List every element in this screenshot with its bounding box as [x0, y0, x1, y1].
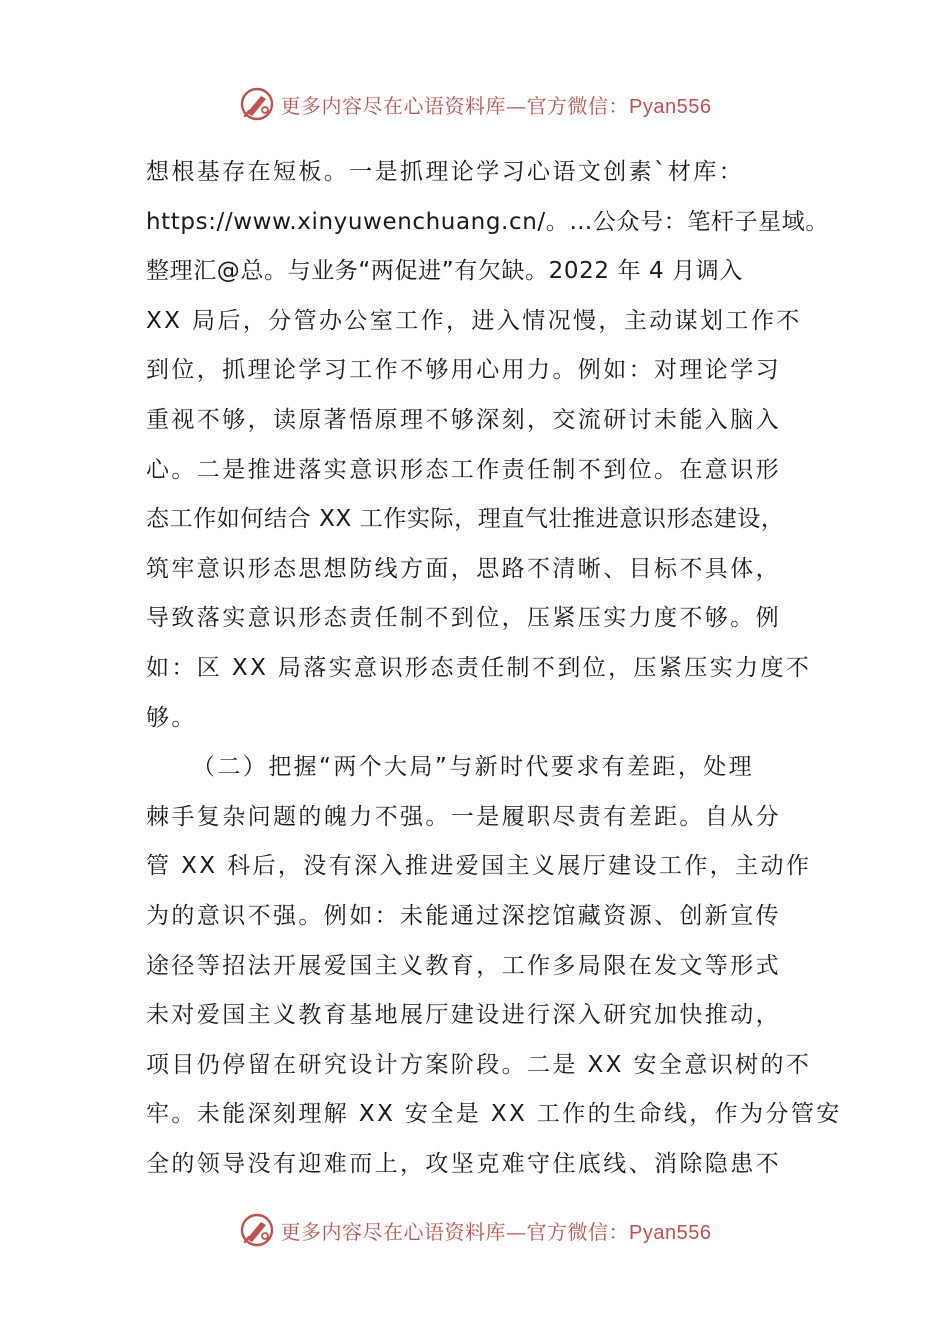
text-line: 整理汇@总。与业务“两促进”有欠缺。2022 年 4 月调入 [146, 258, 743, 285]
text-line: 项目仍停留在研究设计方案阶段。二是 XX 安全意识树的不 [146, 1051, 812, 1078]
watermark-text: 更多内容尽在心语资料库—官方微信：Pyan556 [280, 93, 712, 118]
section-heading-line: （二）把握“两个大局”与新时代要求有差距，处理 [192, 754, 755, 781]
text-line: 未对爱国主义教育基地展厅建设进行深入研究加快推动， [146, 1002, 781, 1029]
text-line: 管 XX 科后，没有深入推进爱国主义展厅建设工作，主动作 [146, 853, 812, 880]
watermark-text: 更多内容尽在心语资料库—官方微信：Pyan556 [280, 1219, 712, 1244]
pen-logo-icon [239, 86, 275, 122]
text-line: https://www.xinyuwenchuang.cn/。…公众号：笔杆子星域。 [146, 208, 829, 235]
footer-watermark-banner [0, 1208, 950, 1252]
wechat-id: Pyan556 [629, 1221, 712, 1244]
text-line: 到位，抓理论学习工作不够用心用力。例如：对理论学习 [146, 357, 781, 384]
document-body [146, 148, 842, 1189]
text-line: 途径等招法开展爱国主义教育，工作多局限在发文等形式 [146, 952, 781, 979]
text-line: 棘手复杂问题的魄力不强。一是履职尽责有差距。自从分 [146, 803, 781, 830]
text-line: 重视不够，读原著悟原理不够深刻，交流研讨未能入脑入 [146, 406, 781, 433]
text-line: 全的领导没有迎难而上，攻坚克难守住底线、消除隐患不 [146, 1150, 781, 1177]
pen-logo-icon [239, 1212, 275, 1248]
text-line: 想根基存在短板。一是抓理论学习心语文创素`材库： [146, 159, 745, 185]
header-watermark-banner [0, 82, 950, 126]
header-watermark [239, 86, 712, 122]
text-line: 筑牢意识形态思想防线方面，思路不清晰、目标不具体， [146, 555, 781, 582]
text-line: 心。二是推进落实意识形态工作责任制不到位。在意识形 [146, 456, 781, 483]
footer-watermark [239, 1212, 712, 1248]
text-line: 如：区 XX 局落实意识形态责任制不到位，压紧压实力度不 [146, 654, 812, 681]
text-line: 够。 [146, 704, 197, 731]
text-line: 为的意识不强。例如：未能通过深挖馆藏资源、创新宣传 [146, 902, 781, 929]
text-line: XX 局后，分管办公室工作，进入情况慢，主动谋划工作不 [146, 307, 802, 334]
text-line: 态工作如何结合 XX 工作实际，理直气壮推进意识形态建设， [146, 506, 785, 533]
text-line: 导致落实意识形态责任制不到位，压紧压实力度不够。例 [146, 605, 781, 632]
text-line: 牢。未能深刻理解 XX 安全是 XX 工作的生命线，作为分管安 [146, 1101, 842, 1128]
wechat-id: Pyan556 [629, 95, 712, 118]
